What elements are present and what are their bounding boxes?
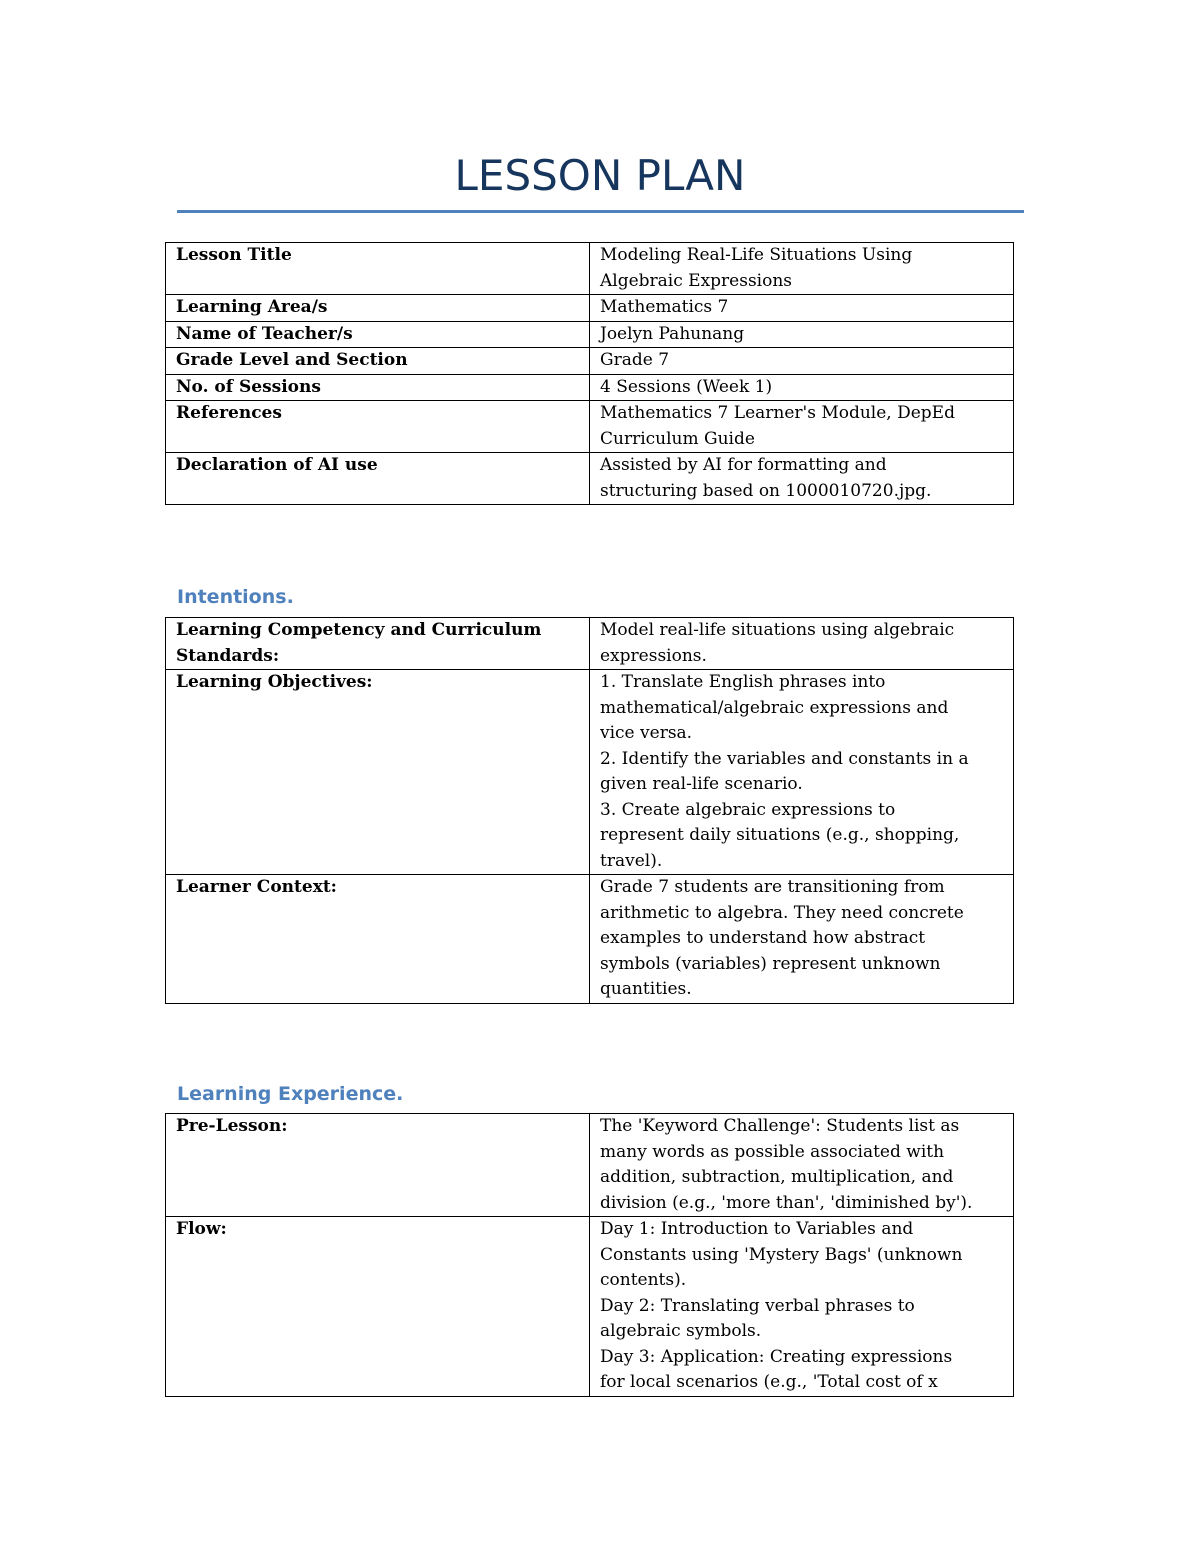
flow-line: Day 2: Translating verbal phrases to — [600, 1295, 915, 1316]
flow-label — [166, 1217, 590, 1397]
lesson-title-line: Modeling Real-Life Situations Using — [600, 245, 913, 265]
table-row — [166, 670, 1014, 875]
sessions-value — [590, 374, 1014, 401]
title-underline — [177, 210, 1024, 213]
flow-line: for local scenarios (e.g., 'Total cost of x — [600, 1372, 938, 1392]
grade-level-line: Grade 7 — [600, 350, 670, 370]
objectives-line: mathematical/algebraic expressions and — [600, 697, 949, 718]
table-row — [166, 1114, 1014, 1217]
ai-declaration-label: Declaration of AI use — [166, 453, 590, 505]
learning-area-label: Learning Area/s — [166, 295, 590, 322]
pre-lesson-line: division (e.g., 'more than', 'diminished by'). — [600, 1192, 973, 1213]
objectives-line: travel). — [600, 850, 663, 871]
objectives-value — [590, 670, 1014, 875]
flow-line: algebraic symbols. — [600, 1321, 762, 1341]
flow-line: Constants using 'Mystery Bags' (unknown — [600, 1244, 963, 1265]
objectives-line: 1. Translate English phrases into — [600, 672, 886, 692]
intentions-table — [165, 617, 1014, 1004]
learner-context-line: Grade 7 students are transitioning from — [600, 877, 945, 897]
competency-label-line: Standards: — [176, 645, 280, 666]
references-line: Mathematics 7 Learner's Module, DepEd — [600, 403, 955, 423]
pre-lesson-value — [590, 1114, 1014, 1217]
competency-label — [166, 618, 590, 670]
teacher-name-line: Joelyn Pahunang — [600, 323, 745, 344]
learner-context-label — [166, 875, 590, 1004]
ai-declaration-line: Assisted by AI for formatting and — [600, 455, 887, 475]
learner-context-value — [590, 875, 1014, 1004]
learner-context-line: examples to understand how abstract — [600, 928, 926, 948]
table-row — [166, 321, 1014, 348]
page-title: LESSON PLAN — [454, 151, 746, 200]
objectives-line: vice versa. — [600, 723, 693, 743]
competency-label-line: Learning Competency and Curriculum — [176, 620, 542, 640]
flow-line: contents). — [600, 1270, 687, 1290]
lesson-title-label: Lesson Title — [166, 243, 590, 295]
pre-lesson-label — [166, 1114, 590, 1217]
learning-area-line: Mathematics 7 — [600, 297, 729, 317]
table-row — [166, 618, 1014, 670]
flow-line: Day 3: Application: Creating expressions — [600, 1346, 953, 1367]
pre-lesson-line: many words as possible associated with — [600, 1141, 945, 1162]
sessions-label: No. of Sessions — [166, 374, 590, 401]
teacher-name-label: Name of Teacher/s — [166, 321, 590, 348]
pre-lesson-label-line: Pre-Lesson: — [176, 1116, 288, 1136]
lesson-title-line: Algebraic Expressions — [600, 270, 793, 291]
grade-level-value — [590, 348, 1014, 375]
table-row — [166, 1217, 1014, 1397]
references-label: References — [166, 401, 590, 453]
competency-line: Model real-life situations using algebraic — [600, 620, 955, 640]
table-row — [166, 401, 1014, 453]
table-row — [166, 348, 1014, 375]
learner-context-label-line: Learner Context: — [176, 877, 337, 897]
objectives-line: represent daily situations (e.g., shopping, — [600, 825, 960, 845]
objectives-label-line: Learning Objectives: — [176, 672, 373, 692]
table-row — [166, 295, 1014, 322]
table-row — [166, 243, 1014, 295]
table-row — [166, 453, 1014, 505]
ai-declaration-line: structuring based on 1000010720.jpg. — [600, 480, 932, 501]
lesson-info-table — [165, 242, 1014, 505]
objectives-line: given real-life scenario. — [600, 774, 803, 794]
competency-line: expressions. — [600, 645, 707, 666]
objectives-label — [166, 670, 590, 875]
references-line: Curriculum Guide — [600, 428, 755, 449]
learner-context-line: arithmetic to algebra. They need concrete — [600, 902, 964, 923]
table-row — [166, 875, 1014, 1004]
sessions-line: 4 Sessions (Week 1) — [600, 376, 773, 397]
learner-context-line: quantities. — [600, 979, 692, 999]
pre-lesson-line: addition, subtraction, multiplication, and — [600, 1167, 954, 1187]
objectives-line: 3. Create algebraic expressions to — [600, 799, 896, 820]
learner-context-line: symbols (variables) represent unknown — [600, 953, 941, 974]
ai-declaration-value — [590, 453, 1014, 505]
grade-level-label: Grade Level and Section — [166, 348, 590, 375]
lesson-title-value — [590, 243, 1014, 295]
references-value — [590, 401, 1014, 453]
learning-area-value — [590, 295, 1014, 322]
intentions-heading: Intentions. — [177, 586, 294, 608]
table-row — [166, 374, 1014, 401]
learning-experience-heading: Learning Experience. — [177, 1083, 404, 1105]
flow-line: Day 1: Introduction to Variables and — [600, 1219, 914, 1239]
objectives-line: 2. Identify the variables and constants in a — [600, 748, 969, 769]
competency-value — [590, 618, 1014, 670]
teacher-name-value — [590, 321, 1014, 348]
pre-lesson-line: The 'Keyword Challenge': Students list as — [600, 1116, 960, 1136]
flow-label-line: Flow: — [176, 1219, 227, 1239]
learning-experience-table — [165, 1113, 1014, 1397]
flow-value — [590, 1217, 1014, 1397]
